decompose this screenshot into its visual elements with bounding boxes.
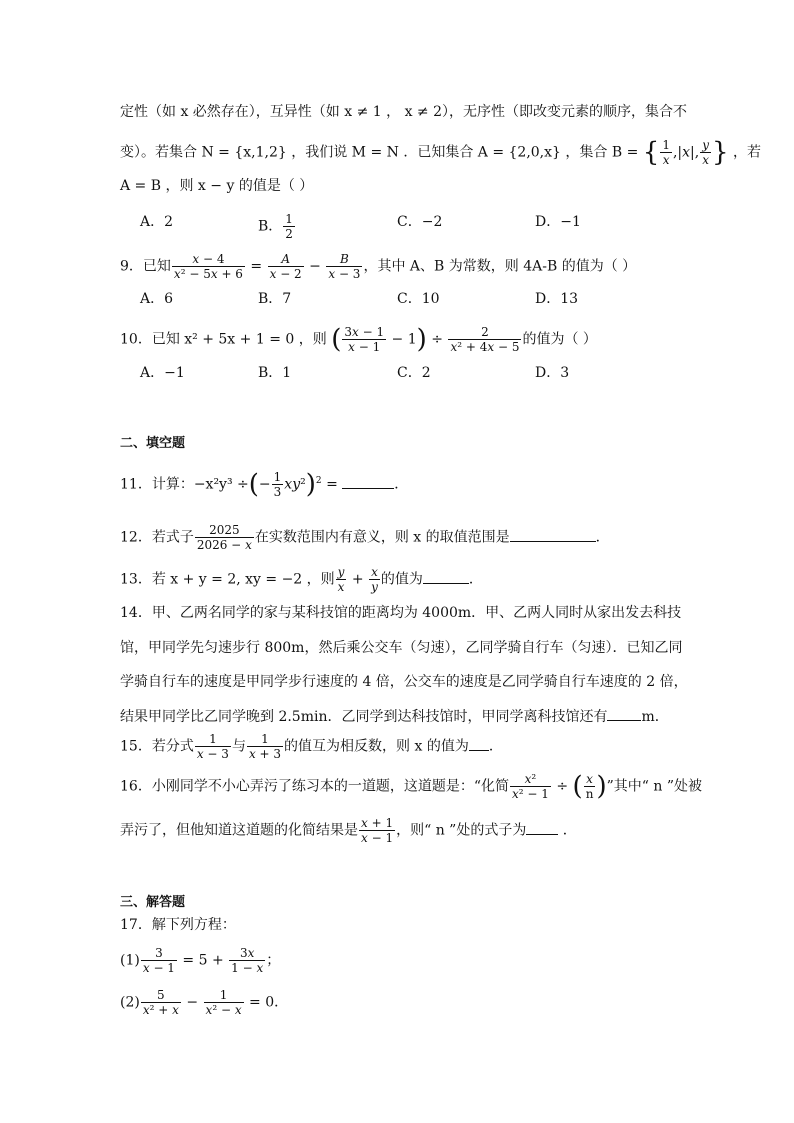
q9-option-c[interactable]: C．10 [397, 291, 440, 307]
q14-line2: 馆，甲同学先匀速步行 800m，然后乘公交车（匀速），乙同学骑自行车（匀速）．已知乙同 [120, 640, 683, 656]
q8-option-d[interactable]: D．−1 [535, 214, 581, 230]
q9-option-b[interactable]: B．7 [258, 291, 292, 307]
section-solve-heading: 三、解答题 [120, 895, 186, 910]
q8-line3: A = B ，则 x − y 的值是（ ） [120, 178, 314, 194]
q10-option-a[interactable]: A．−1 [140, 365, 185, 381]
q13-answer-blank[interactable] [423, 569, 469, 584]
q10-option-b[interactable]: B．1 [258, 365, 292, 381]
q14-answer-blank[interactable] [607, 706, 641, 721]
q14-line3: 学骑自行车的速度是甲同学步行速度的 4 倍，公交车的速度是乙同学骑自行车速度的 2 倍， [120, 674, 688, 690]
q11-answer-blank[interactable] [342, 474, 394, 489]
q9-stem: 9．已知 $\frac{x - 4}{\text{x² − 5x + 6}}$ = $\frac{A}{x - 2}$ − $\frac{B}{x - 3}$ ，其中 A、B 为常数，则 4A-B 的值为（ ） [120, 252, 637, 281]
q16-answer-blank[interactable] [526, 820, 558, 835]
q11-stem: 11．计算：−x²y³ ÷(− $\frac{1}{3}$ xy²)$^2$ = ． [120, 469, 409, 500]
q10-option-d[interactable]: D．3 [535, 365, 570, 381]
q13-stem: 13．若 x + y = 2, xy = −2 ，则 $\frac{y}{x}$ + $\frac{x}{y}$ 的值为 ． [120, 565, 483, 594]
q14-line1: 14．甲、乙两名同学的家与某科技馆的距离均为 4000m．甲、乙两人同时从家出发去科技 [120, 605, 682, 621]
q10-stem: 10．已知 x² + 5x + 1 = 0 ，则 ( $\frac{3x - 1}{x - 1}$ − 1) ÷ $\frac{2}{\text{x² + 4x − 5}}$ 的值为（ ） [120, 324, 597, 355]
q17-title: 17．解下列方程： [120, 917, 236, 933]
q8-line1: 定性（如 x 必然存在），互异性（如 x ≠ 1 ， x ≠ 2），无序性（即改变元素的顺序，集合不 [120, 104, 688, 120]
q17-part1: (1) $\frac{3}{x - 1}$ = 5 + $\frac{3x}{1 - x}$ ； [120, 946, 281, 975]
q16-line1: 16．小刚同学不小心弄污了练习本的一道题，这道题是：“化简 $\frac{\text{x²}}{\text{x² − 1}}$ ÷ ( $\frac{x}{n}$ )”其中“ n ”处被 [120, 771, 702, 802]
section-fill-in-heading: 二、填空题 [120, 436, 186, 451]
q9-option-a[interactable]: A．6 [140, 291, 174, 307]
q16-line2: 弄污了，但他知道这道题的化简结果是 $\frac{x + 1}{x - 1}$ ，则“ n ”处的式子为 ． [120, 816, 577, 845]
q15-answer-blank[interactable] [469, 736, 489, 751]
q12-answer-blank[interactable] [510, 527, 596, 542]
q8-option-a[interactable]: A．2 [140, 214, 174, 230]
q17-part2: (2) $\frac{5}{\text{x² + x}}$ − $\frac{1}{\text{x² − x}}$ = 0． [120, 988, 289, 1017]
q8-option-b[interactable]: B． $\frac{1}{2}$ [258, 212, 293, 241]
q15-stem: 15．若分式 $\frac{1}{x - 3}$ 与 $\frac{1}{x + 3}$ 的值互为相反数，则 x 的值为 ． [120, 732, 503, 761]
q10-option-c[interactable]: C．2 [397, 365, 431, 381]
q14-line4: 结果甲同学比乙同学晚到 2.5min．乙同学到达科技馆时，甲同学离科技馆还有 m． [120, 706, 669, 727]
q9-option-d[interactable]: D．13 [535, 291, 579, 307]
q8-option-c[interactable]: C．−2 [397, 214, 443, 230]
q12-stem: 12．若式子 $\frac{2025}{2026 - x}$ 在实数范围内有意义，则 x 的取值范围是 ． [120, 523, 610, 552]
q8-line2: 变）。若集合 N = {x,1,2} ，我们说 M = N ．已知集合 A = {2,0,x} ，集合 B = { $\frac{1}{x}$ ,|x|, $\frac{y}{x}$ } ，若 [120, 137, 761, 168]
